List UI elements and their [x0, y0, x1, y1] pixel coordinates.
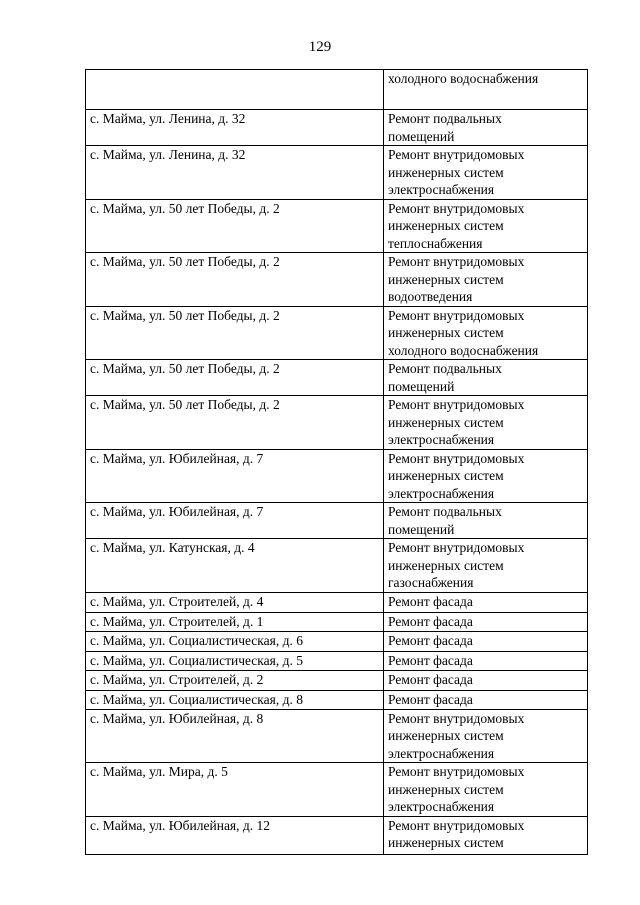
address-cell: с. Майма, ул. Социалистическая, д. 5: [86, 651, 384, 670]
work-type-cell: Ремонт внутридомовых инженерных систем водоотведения: [384, 253, 588, 307]
address-cell: с. Майма, ул. Строителей, д. 1: [86, 612, 384, 631]
work-type-cell: Ремонт внутридомовых инженерных систем электроснабжения: [384, 709, 588, 763]
work-type-cell: Ремонт внутридомовых инженерных систем теплоснабжения: [384, 199, 588, 253]
table-row: [86, 360, 588, 396]
address-cell: с. Майма, ул. Строителей, д. 4: [86, 592, 384, 612]
work-type-cell: Ремонт фасада: [384, 670, 588, 690]
address-cell: с. Майма, ул. Юбилейная, д. 7: [86, 503, 384, 539]
work-type-cell: холодного водоснабжения: [384, 70, 588, 110]
table-row: [86, 199, 588, 253]
work-type-cell: Ремонт внутридомовых инженерных систем электроснабжения: [384, 146, 588, 200]
address-cell: с. Майма, ул. Социалистическая, д. 8: [86, 690, 384, 709]
table-row: [86, 690, 588, 709]
address-cell: с. Майма, ул. Юбилейная, д. 8: [86, 709, 384, 763]
table-row: [86, 709, 588, 763]
work-type-cell: Ремонт внутридомовых инженерных систем холодного водоснабжения: [384, 306, 588, 360]
table-row: [86, 651, 588, 670]
table-row: [86, 670, 588, 690]
address-cell: с. Майма, ул. 50 лет Победы, д. 2: [86, 396, 384, 450]
table-row: [86, 539, 588, 593]
table-row: [86, 396, 588, 450]
address-cell: с. Майма, ул. Строителей, д. 2: [86, 670, 384, 690]
table-body: [86, 70, 588, 855]
table-row: [86, 612, 588, 631]
address-cell: с. Майма, ул. 50 лет Победы, д. 2: [86, 360, 384, 396]
address-cell: [86, 70, 384, 110]
address-cell: с. Майма, ул. Ленина, д. 32: [86, 110, 384, 146]
work-type-cell: Ремонт внутридомовых инженерных систем газоснабжения: [384, 539, 588, 593]
address-cell: с. Майма, ул. Катунская, д. 4: [86, 539, 384, 593]
work-type-cell: Ремонт внутридомовых инженерных систем электроснабжения: [384, 396, 588, 450]
table-row: [86, 70, 588, 110]
page-number: 129: [308, 39, 332, 55]
address-cell: с. Майма, ул. Юбилейная, д. 12: [86, 816, 384, 854]
address-cell: с. Майма, ул. 50 лет Победы, д. 2: [86, 306, 384, 360]
address-cell: с. Майма, ул. Мира, д. 5: [86, 763, 384, 817]
work-type-cell: Ремонт фасада: [384, 690, 588, 709]
table-row: [86, 110, 588, 146]
work-type-cell: Ремонт подвальных помещений: [384, 110, 588, 146]
work-type-cell: Ремонт внутридомовых инженерных систем электроснабжения: [384, 449, 588, 503]
work-type-cell: Ремонт фасада: [384, 612, 588, 631]
work-type-cell: Ремонт фасада: [384, 651, 588, 670]
address-cell: с. Майма, ул. Социалистическая, д. 6: [86, 631, 384, 651]
work-type-cell: Ремонт подвальных помещений: [384, 503, 588, 539]
repair-works-table: [85, 69, 588, 855]
table-row: [86, 253, 588, 307]
work-type-cell: Ремонт внутридомовых инженерных систем электроснабжения: [384, 763, 588, 817]
table-row: [86, 449, 588, 503]
work-type-cell: Ремонт фасада: [384, 631, 588, 651]
table-row: [86, 503, 588, 539]
address-cell: с. Майма, ул. Юбилейная, д. 7: [86, 449, 384, 503]
table-row: [86, 816, 588, 854]
table-row: [86, 631, 588, 651]
table-row: [86, 592, 588, 612]
work-type-cell: Ремонт внутридомовых инженерных систем: [384, 816, 588, 854]
table-row: [86, 306, 588, 360]
address-cell: с. Майма, ул. 50 лет Победы, д. 2: [86, 253, 384, 307]
table-row: [86, 763, 588, 817]
work-type-cell: Ремонт фасада: [384, 592, 588, 612]
address-cell: с. Майма, ул. 50 лет Победы, д. 2: [86, 199, 384, 253]
address-cell: с. Майма, ул. Ленина, д. 32: [86, 146, 384, 200]
table-row: [86, 146, 588, 200]
work-type-cell: Ремонт подвальных помещений: [384, 360, 588, 396]
